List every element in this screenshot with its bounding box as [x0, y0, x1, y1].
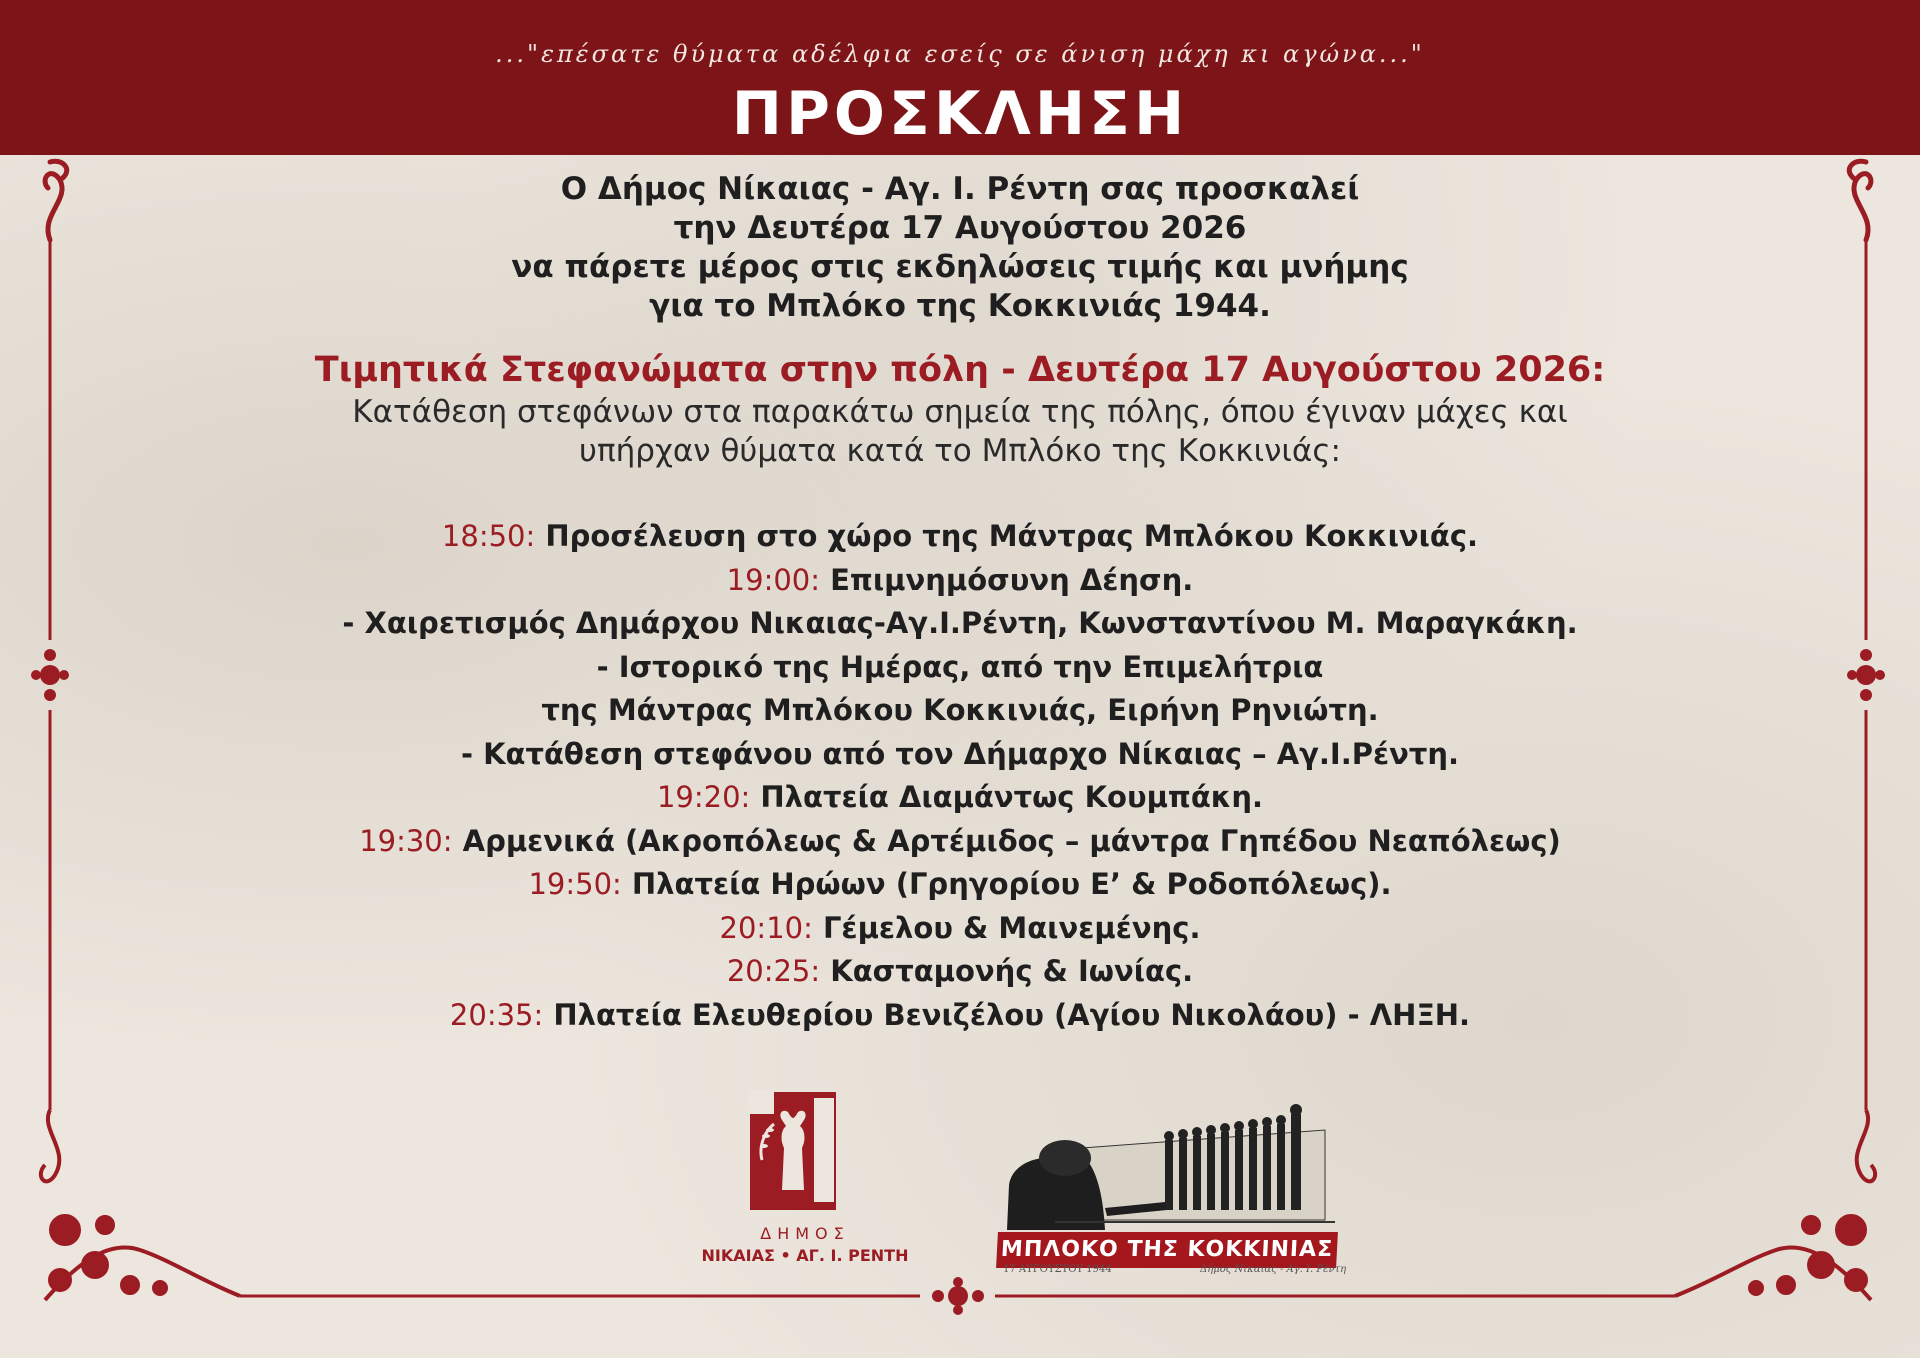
- schedule-item: [200, 994, 1720, 1038]
- schedule-item: [200, 515, 1720, 559]
- wreaths-description: [250, 393, 1670, 471]
- schedule-text: Γέμελου & Μαινεμένης.: [812, 910, 1201, 945]
- schedule-text: - Χαιρετισμός Δημάρχου Νικαιας-Αγ.Ι.Ρέντη, Κωνσταντίνου Μ. Μαραγκάκη.: [342, 606, 1578, 640]
- side-rosette-left: [31, 649, 69, 701]
- schedule-time: 19:20:: [656, 780, 751, 814]
- invitation-intro: [300, 170, 1620, 326]
- schedule-text: - Κατάθεση στεφάνου από τον Δήμαρχο Νίκαιας – Αγ.Ι.Ρέντη.: [460, 736, 1460, 771]
- block-logo-title: ΜΠΛΟΚΟ ΤΗΣ ΚΟΚΚΙΝΙΑΣ: [996, 1232, 1338, 1268]
- bottom-rosette: [932, 1277, 984, 1315]
- side-rosette-right: [1847, 649, 1885, 701]
- block-logo-municipality: Δήμος Νίκαιας - Αγ. Ι. Ρέντη: [1200, 1264, 1347, 1275]
- wreaths-heading: Τιμητικά Στεφανώματα στην πόλη - Δευτέρα 17 Αυγούστου 2026:: [314, 350, 1606, 390]
- schedule-item: [200, 907, 1720, 951]
- corner-scroll-top-right: [1849, 161, 1871, 240]
- schedule-text: Αρμενικά (Ακροπόλεως & Αρτέμιδος – μάντρα Γηπέδου Νεαπόλεως): [452, 823, 1561, 858]
- schedule-text: Προσέλευση στο χώρο της Μάντρας Μπλόκου Κοκκινιάς.: [535, 519, 1479, 553]
- schedule-text: Πλατεία Ελευθερίου Βενιζέλου (Αγίου Νικολάου) - ΛΗΞΗ.: [543, 997, 1471, 1032]
- wreaths-description-line: Κατάθεση στεφάνων στα παρακάτω σημεία της πόλης, όπου έγιναν μάχες και: [352, 394, 1568, 430]
- schedule-item: [200, 863, 1720, 907]
- corner-ornament-bottom-left: [41, 1110, 240, 1300]
- schedule-item: [200, 602, 1720, 646]
- schedule-time: 19:50:: [528, 867, 622, 901]
- schedule-time: 20:35:: [449, 997, 544, 1032]
- corner-scroll-top-left: [45, 161, 67, 240]
- event-schedule: [200, 515, 1720, 1037]
- block-kokkinia-logo: [995, 1090, 1345, 1280]
- schedule-time: 20:10:: [719, 910, 813, 945]
- schedule-text: Κασταμονής & Ιωνίας.: [820, 954, 1194, 988]
- schedule-item: [200, 689, 1720, 733]
- municipality-logo: [700, 1090, 910, 1270]
- schedule-item: [200, 733, 1720, 777]
- schedule-text: Επιμνημόσυνη Δέηση.: [820, 562, 1194, 597]
- winged-victory-logo-icon: [748, 1090, 840, 1214]
- wreaths-description-line: υπήρχαν θύματα κατά το Μπλόκο της Κοκκινιάς:: [579, 433, 1341, 469]
- schedule-item: [200, 646, 1720, 690]
- municipality-logo-line1: ΔΗΜΟΣ: [760, 1224, 850, 1243]
- schedule-item: [200, 820, 1720, 864]
- schedule-item: [200, 950, 1720, 994]
- schedule-item: [200, 559, 1720, 603]
- schedule-time: 18:50:: [441, 519, 536, 553]
- corner-ornament-bottom-right: [1675, 1110, 1875, 1300]
- schedule-text: - Ιστορικό της Ημέρας, από την Επιμελήτρια: [596, 649, 1324, 684]
- schedule-time: 19:00:: [726, 562, 821, 597]
- intro-line: να πάρετε μέρος στις εκδηλώσεις τιμής και μνήμης: [511, 249, 1409, 285]
- schedule-item: [200, 776, 1720, 820]
- schedule-text: Πλατεία Ηρώων (Γρηγορίου Ε’ & Ροδοπόλεως).: [621, 867, 1392, 901]
- block-logo-date: 17 ΑΥΓΟΥΣΤΟΥ 1944: [1003, 1264, 1112, 1275]
- municipality-logo-line2: ΝΙΚΑΙΑΣ • ΑΓ. Ι. ΡΕΝΤΗ: [701, 1246, 909, 1265]
- schedule-text: Πλατεία Διαμάντως Κουμπάκη.: [750, 780, 1264, 814]
- soldiers-illustration-icon: [995, 1090, 1345, 1235]
- schedule-time: 19:30:: [359, 823, 453, 858]
- intro-line: για το Μπλόκο της Κοκκινιάς 1944.: [649, 288, 1271, 324]
- header-quote: ..."επέσατε θύματα αδέλφια εσείς σε άνιση μάχη κι αγώνα...": [495, 40, 1425, 68]
- schedule-text: της Μάντρας Μπλόκου Κοκκινιάς, Ειρήνη Ρηνιώτη.: [541, 693, 1379, 727]
- intro-line: Ο Δήμος Νίκαιας - Αγ. Ι. Ρέντη σας προσκαλεί: [560, 171, 1360, 207]
- intro-line: την Δευτέρα 17 Αυγούστου 2026: [673, 210, 1247, 246]
- page-title: ΠΡΟΣΚΛΗΣΗ: [731, 79, 1189, 149]
- schedule-time: 20:25:: [726, 954, 821, 988]
